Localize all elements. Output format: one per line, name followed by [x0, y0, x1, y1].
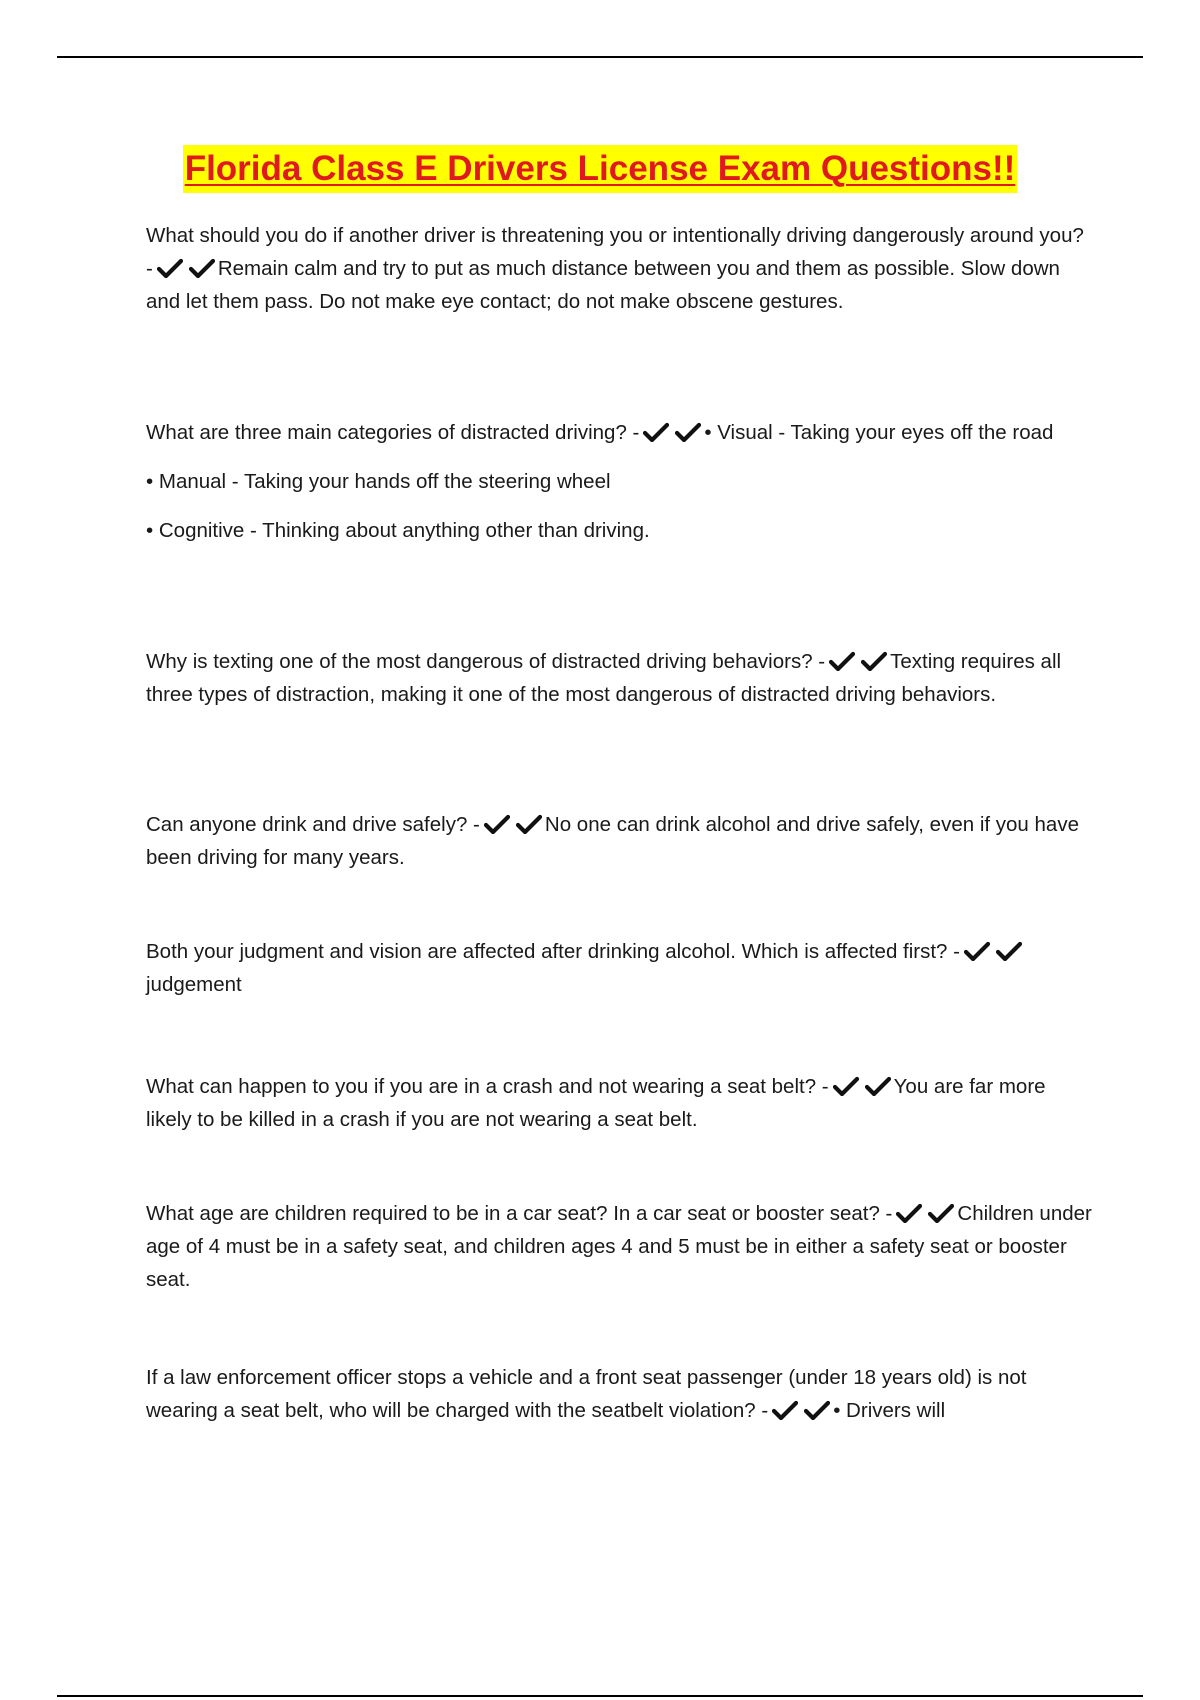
qa-item	[146, 1070, 1094, 1136]
check-mark-icon	[157, 258, 183, 278]
check-mark-icon	[643, 422, 669, 442]
double-check	[772, 1394, 833, 1427]
check-mark-icon	[865, 1076, 891, 1096]
check-mark-icon	[804, 1400, 830, 1420]
answer-text: Children under age of 4 must be in a safety seat, and children ages 4 and 5 must be in either a safety seat or booster seat.	[146, 1202, 1092, 1291]
answer-text: You are far more likely to be killed in a crash if you are not wearing a seat belt.	[146, 1075, 1046, 1131]
qa-item	[146, 416, 1094, 547]
double-check	[643, 416, 704, 449]
check-mark-icon	[675, 422, 701, 442]
qa-item	[146, 808, 1094, 874]
check-mark-icon	[829, 651, 855, 671]
check-mark-icon	[964, 941, 990, 961]
answer-bullet: • Manual - Taking your hands off the steering wheel	[146, 470, 611, 493]
double-check	[964, 935, 1025, 968]
question-text: Why is texting one of the most dangerous of distracted driving behaviors? -	[146, 650, 826, 673]
answer-text: Texting requires all three types of distraction, making it one of the most dangerous of distracted driving behaviors.	[146, 650, 1062, 706]
qa-item	[146, 1361, 1094, 1427]
qa-paragraph	[146, 1361, 1094, 1427]
double-check	[833, 1070, 894, 1103]
check-mark-icon	[996, 941, 1022, 961]
qa-paragraph	[146, 808, 1094, 874]
qa-item	[146, 645, 1094, 711]
question-text: If a law enforcement officer stops a vehicle and a front seat passenger (under 18 years old) is not wearing a seat belt, who will be charged with the seatbelt violation? -	[146, 1366, 1027, 1422]
question-text: Both your judgment and vision are affected after drinking alcohol. Which is affected first? -	[146, 940, 960, 963]
check-mark-icon	[772, 1400, 798, 1420]
qa-item	[146, 1197, 1094, 1296]
bottom-rule	[57, 1695, 1143, 1697]
check-mark-icon	[516, 814, 542, 834]
question-text: Can anyone drink and drive safely? -	[146, 813, 480, 836]
qa-paragraph	[146, 935, 1094, 1001]
qa-paragraph	[146, 1070, 1094, 1136]
qa-paragraph	[146, 219, 1094, 318]
answer-text: • Visual - Taking your eyes off the road	[704, 421, 1054, 444]
question-text: What age are children required to be in a car seat? In a car seat or booster seat? -	[146, 1202, 893, 1225]
answer-text: judgement	[146, 973, 242, 996]
check-mark-icon	[861, 651, 887, 671]
qa-item	[146, 219, 1094, 318]
answer-text: Remain calm and try to put as much distance between you and them as possible. Slow down and let them pass. Do not make eye contact; do not make obscene gestures.	[146, 257, 1060, 313]
check-mark-icon	[833, 1076, 859, 1096]
top-rule	[57, 56, 1143, 58]
question-text: What can happen to you if you are in a crash and not wearing a seat belt? -	[146, 1075, 829, 1098]
title-container	[0, 145, 1200, 193]
check-mark-icon	[896, 1203, 922, 1223]
double-check	[484, 808, 545, 841]
double-check	[157, 252, 218, 285]
check-mark-icon	[189, 258, 215, 278]
answer-text: • Drivers will	[833, 1399, 946, 1422]
answer-bullet: • Cognitive - Thinking about anything other than driving.	[146, 519, 650, 542]
double-check	[829, 645, 890, 678]
qa-paragraph	[146, 416, 1094, 449]
qa-paragraph	[146, 645, 1094, 711]
check-mark-icon	[484, 814, 510, 834]
double-check	[896, 1197, 957, 1230]
question-text: What should you do if another driver is threatening you or intentionally driving dangerously around you? -	[146, 224, 1084, 280]
page-title: Florida Class E Drivers License Exam Questions!!	[183, 145, 1018, 193]
answer-text: No one can drink alcohol and drive safely, even if you have been driving for many years.	[146, 813, 1079, 869]
qa-paragraph	[146, 1197, 1094, 1296]
qa-item	[146, 935, 1094, 1001]
question-text: What are three main categories of distracted driving? -	[146, 421, 640, 444]
check-mark-icon	[928, 1203, 954, 1223]
